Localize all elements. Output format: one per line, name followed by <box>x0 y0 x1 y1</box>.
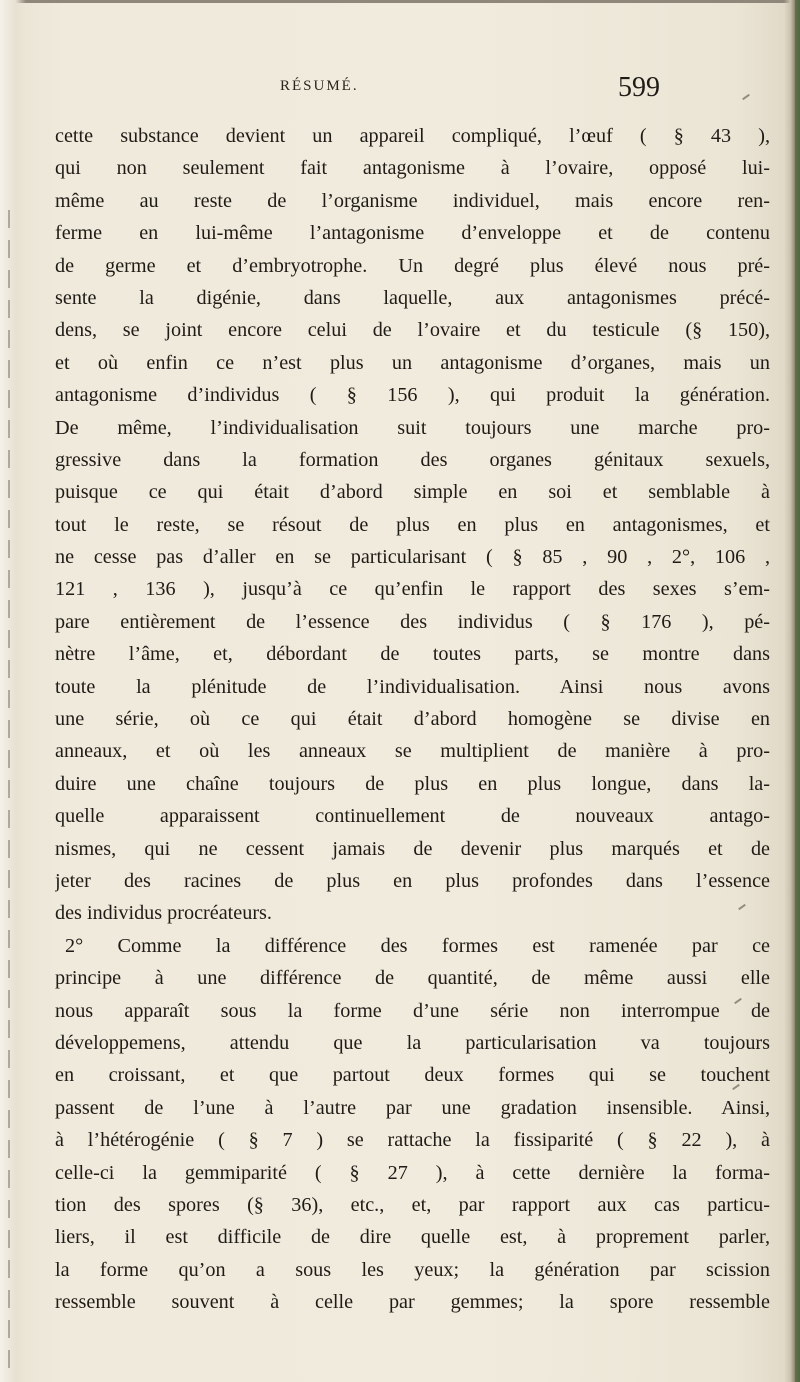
text-line: antagonisme d’individus ( § 156 ), qui produit la génération. <box>55 384 770 407</box>
text-line: et où enfin ce n’est plus un antagonisme d’organes, mais un <box>55 351 770 374</box>
text-line: dens, se joint encore celui de l’ovaire et du testicule (§ 150), <box>55 319 770 342</box>
text-line: celle-ci la gemmiparité ( § 27 ), à cette dernière la forma- <box>55 1161 770 1184</box>
pencil-mark <box>742 94 750 100</box>
binding-spine-marks <box>8 210 10 1370</box>
text-line: De même, l’individualisation suit toujours une marche pro- <box>55 416 770 439</box>
body-text <box>55 120 770 1318</box>
text-line: nous apparaît sous la forme d’une série non interrompue de <box>55 999 770 1022</box>
text-line: jeter des racines de plus en plus profondes dans l’essence <box>55 869 770 892</box>
text-line: à l’hétérogénie ( § 7 ) se rattache la fissiparité ( § 22 ), à <box>55 1129 770 1152</box>
gutter-shadow <box>0 0 26 1382</box>
text-line: qui non seulement fait antagonisme à l’ovaire, opposé lui- <box>55 157 770 180</box>
text-line: anneaux, et où les anneaux se multiplient de manière à pro- <box>55 740 770 763</box>
text-line: ne cesse pas d’aller en se particularisant ( § 85 , 90 , 2°, 106 , <box>55 546 770 569</box>
text-line: cette substance devient un appareil compliqué, l’œuf ( § 43 ), <box>55 125 770 147</box>
text-line: pare entièrement de l’essence des individus ( § 176 ), pé- <box>55 610 770 633</box>
cover-edge <box>795 0 800 1382</box>
text-line: nismes, qui ne cessent jamais de devenir plus marqués et de <box>55 837 770 860</box>
text-line: sente la digénie, dans laquelle, aux antagonismes précé- <box>55 286 770 309</box>
text-line: ressemble souvent à celle par gemmes; la spore ressemble <box>55 1291 770 1314</box>
text-line: puisque ce qui était d’abord simple en soi et semblable à <box>55 481 770 504</box>
text-line: duire une chaîne toujours de plus en plus longue, dans la- <box>55 772 770 795</box>
text-line: des individus procréateurs. <box>55 902 272 925</box>
text-line: passent de l’une à l’autre par une gradation insensible. Ainsi, <box>55 1096 770 1119</box>
text-line: principe à une différence de quantité, de même aussi elle <box>55 967 770 990</box>
page-number: 599 <box>618 72 660 103</box>
text-line: développemens, attendu que la particularisation va toujours <box>55 1031 770 1054</box>
text-line: en croissant, et que partout deux formes qui se touchent <box>55 1064 770 1087</box>
text-line: même au reste de l’organisme individuel, mais encore ren- <box>55 189 770 212</box>
text-line: liers, il est difficile de dire quelle est, à proprement parler, <box>55 1226 770 1249</box>
text-line: la forme qu’on a sous les yeux; la génération par scission <box>55 1258 770 1281</box>
text-line: 121 , 136 ), jusqu’à ce qu’enfin le rapport des sexes s’em- <box>55 578 770 601</box>
top-edge-shadow <box>0 0 800 3</box>
text-line: quelle apparaissent continuellement de nouveaux antago- <box>55 805 770 828</box>
text-line: toute la plénitude de l’individualisation. Ainsi nous avons <box>55 675 770 698</box>
running-head: RÉSUMÉ. <box>280 78 359 94</box>
text-line: ferme en lui-même l’antagonisme d’enveloppe et de contenu <box>55 222 770 245</box>
text-line: de germe et d’embryotrophe. Un degré plus élevé nous pré- <box>55 254 770 277</box>
text-line: tout le reste, se résout de plus en plus en antagonismes, et <box>55 513 770 536</box>
text-line: nètre l’âme, et, débordant de toutes parts, se montre dans <box>55 643 770 666</box>
text-line: tion des spores (§ 36), etc., et, par rapport aux cas particu- <box>55 1193 770 1216</box>
page-header <box>280 72 660 112</box>
text-line: une série, où ce qui était d’abord homogène se divise en <box>55 708 770 731</box>
text-line: gressive dans la formation des organes génitaux sexuels, <box>55 448 770 471</box>
text-line: 2° Comme la différence des formes est ramenée par ce <box>65 934 770 957</box>
